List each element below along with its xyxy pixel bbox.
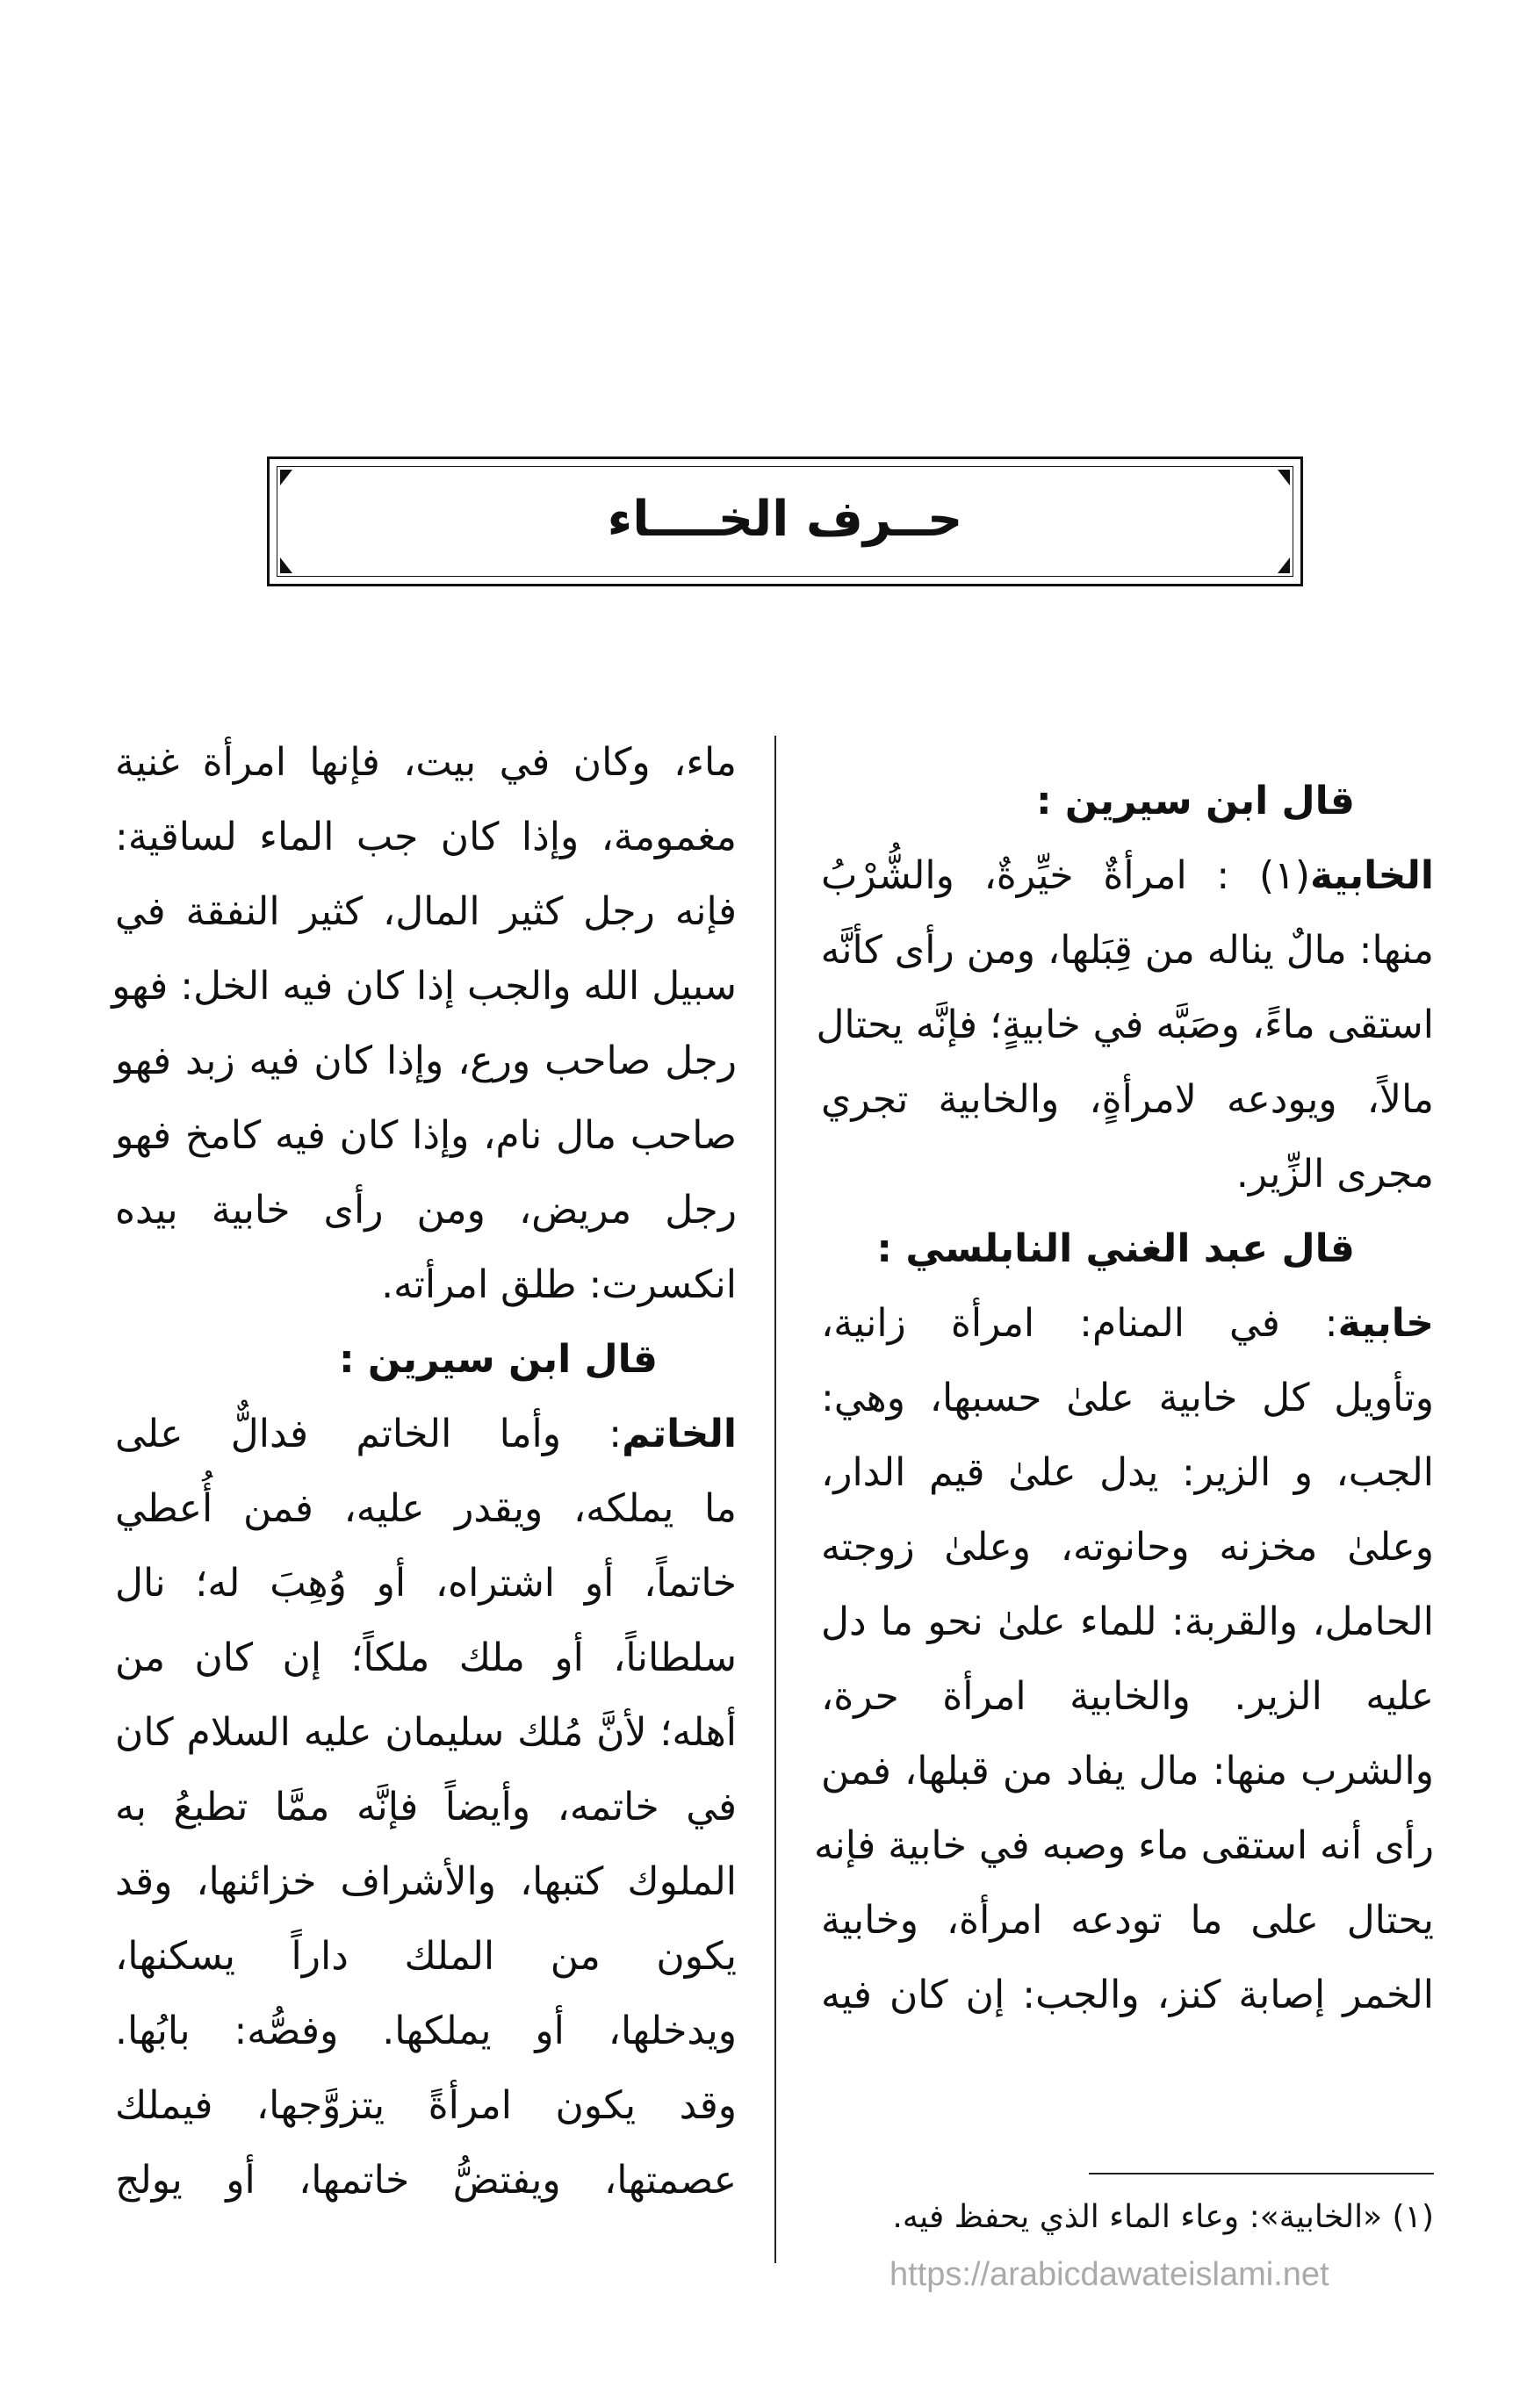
text-line	[821, 1435, 1434, 1510]
line-text: وعلىٰ مخزنه وحانوته، وعلىٰ زوجته	[821, 1525, 1434, 1570]
chapter-title-box	[267, 456, 1303, 586]
line-text: الجب، و الزير: يدل علىٰ قيم الدار،	[821, 1450, 1434, 1495]
line-text: وقد يكون امرأةً يتزوَّجها، فيملك	[115, 2083, 737, 2128]
text-line	[821, 1734, 1434, 1808]
entry-term: الخاتم	[622, 1412, 737, 1456]
text-line	[821, 1510, 1434, 1585]
chapter-title: حــرف الخــــاء	[607, 491, 963, 548]
line-text: ويدخلها، أو يملكها. وفصُّه: بابُها.	[115, 2009, 737, 2053]
text-line: مغمومة، وإذا كان جب الماء لساقية:	[115, 815, 737, 859]
column-divider	[774, 736, 776, 2263]
line-text: مجرى الزِّير.	[1235, 1152, 1434, 1197]
text-line	[821, 1659, 1434, 1734]
text-line: انكسرت: طلق امرأته.	[381, 1262, 737, 1307]
text-line	[821, 1062, 1434, 1137]
text-line	[115, 2143, 737, 2218]
right-column	[813, 764, 1434, 2032]
text-line	[816, 988, 1434, 1062]
text-line	[821, 1137, 1434, 1211]
line-text: الحامل، والقربة: للماء علىٰ نحو ما دل	[821, 1599, 1434, 1644]
line-text: الخمر إصابة كنز، والجب: إن كان فيه	[821, 1973, 1434, 2017]
text-line: سبيل الله والجب إذا كان فيه الخل: فهو	[112, 964, 737, 1009]
text-line	[115, 1844, 737, 1919]
section-heading: قال ابن سيرين :	[1036, 779, 1355, 823]
line-text: عصمتها، ويفتضُّ خاتمها، أو يولج	[115, 2158, 737, 2203]
text-line	[115, 1471, 737, 1546]
text-line	[821, 1286, 1434, 1361]
text-line	[115, 1546, 737, 1621]
text-line	[115, 2068, 737, 2143]
line-text: يحتال على ما تودعه امرأة، وخابية	[821, 1898, 1434, 1943]
entry-term: خابية	[1337, 1301, 1434, 1346]
line-text: رأى أنه استقى ماء وصبه في خابية فإنه	[813, 1823, 1434, 1868]
line-text: : في المنام: امرأة زانية،	[821, 1301, 1338, 1346]
line-text: خاتماً، أو اشتراه، أو وُهِبَ له؛ نال	[115, 1561, 737, 1606]
footnote-rule	[1089, 2173, 1434, 2174]
section-heading: قال عبد الغني النابلسي :	[876, 1226, 1355, 1271]
line-text: في خاتمه، وأيضاً فإنَّه ممَّا تطبعُ به	[115, 1785, 737, 1829]
text-line: ماء، وكان في بيت، فإنها امرأة غنية	[115, 740, 737, 785]
corner-ornament	[280, 470, 292, 485]
line-text: يكون من الملك داراً يسكنها،	[115, 1934, 737, 1979]
text-line	[821, 1585, 1434, 1659]
text-line: صاحب مال نام، وإذا كان فيه كامخ فهو	[115, 1113, 737, 1158]
text-line: رجل مريض، ومن رأى خابية بيده	[115, 1188, 737, 1233]
entry-term: الخابية	[1309, 853, 1434, 898]
text-line: رجل صاحب ورع، وإذا كان فيه زبد فهو	[115, 1039, 737, 1083]
line-text: وتأويل كل خابية علىٰ حسبها، وهي:	[821, 1376, 1434, 1420]
line-text: ما يملكه، ويقدر عليه، فمن أُعطي	[115, 1486, 737, 1531]
line-text: مالاً، ويودعه لامرأةٍ، والخابية تجري	[821, 1077, 1434, 1122]
line-text: سلطاناً، أو ملك ملكاً؛ إن كان من	[115, 1635, 737, 1680]
text-line	[821, 1958, 1434, 2032]
text-line	[821, 1883, 1434, 1958]
text-line	[821, 838, 1434, 913]
line-text: عليه الزير. والخابية امرأة حرة،	[821, 1674, 1434, 1719]
text-line	[821, 1361, 1434, 1435]
watermark: https://arabicdawateislami.net	[889, 2256, 1329, 2293]
corner-ornament	[280, 557, 292, 573]
line-text: والشرب منها: مال يفاد من قبلها، فمن	[821, 1749, 1434, 1793]
text-line	[813, 1808, 1434, 1883]
line-text: منها: مالٌ يناله من قِبَلها، ومن رأى كأنَّه	[820, 928, 1434, 973]
text-line	[821, 913, 1434, 988]
section-heading: قال ابن سيرين :	[339, 1337, 658, 1382]
text-line	[115, 1621, 737, 1695]
footnote: (١) «الخابية»: وعاء الماء الذي يحفظ فيه.	[892, 2199, 1434, 2235]
text-line: فإنه رجل كثير المال، كثير النفقة في	[115, 889, 737, 934]
text-line	[115, 1994, 737, 2068]
line-text: استقى ماءً، وصَبَّه في خابيةٍ؛ فإنَّه يحتال	[816, 1003, 1434, 1047]
corner-ornament	[1278, 470, 1290, 485]
line-text: (١) : امرأةٌ خيِّرةٌ، والشُّرْبُ	[821, 853, 1310, 898]
line-text: : وأما الخاتم فدالٌّ على	[115, 1412, 623, 1456]
line-text: أهله؛ لأنَّ مُلك سليمان عليه السلام كان	[115, 1710, 737, 1755]
corner-ornament	[1278, 557, 1290, 573]
line-text: الملوك كتبها، والأشراف خزائنها، وقد	[115, 1859, 737, 1904]
text-line	[115, 1770, 737, 1844]
text-line	[115, 1919, 737, 1994]
left-column	[112, 725, 737, 2218]
text-line	[115, 1695, 737, 1770]
text-line	[115, 1397, 737, 1471]
